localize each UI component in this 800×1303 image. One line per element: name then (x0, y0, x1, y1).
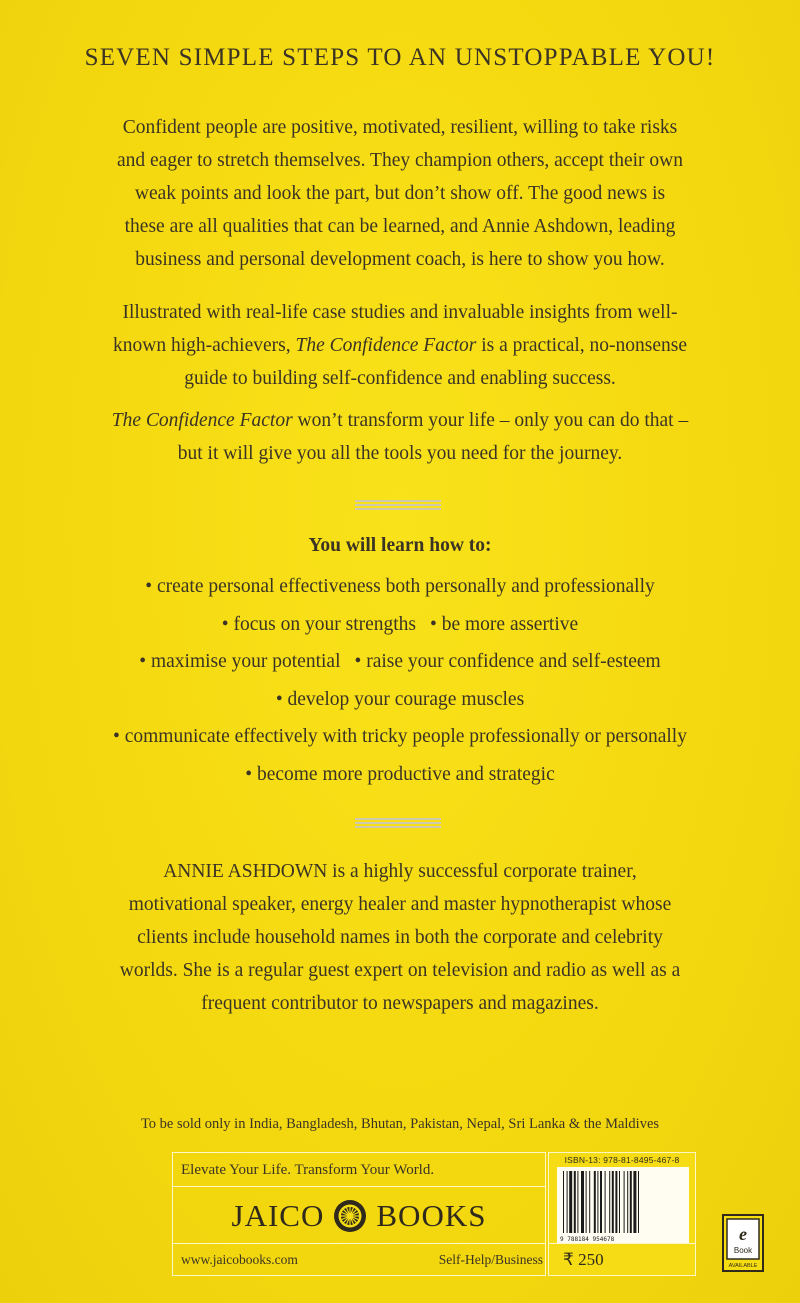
bio-line: ANNIE ASHDOWN is a highly successful corporate trainer, (163, 861, 637, 882)
description-line (60, 329, 740, 362)
publisher-website: www.jaicobooks.com (181, 1252, 298, 1267)
svg-text:9 788184 954678: 9 788184 954678 (560, 1236, 615, 1243)
bullet-item: • communicate effectively with tricky people professionally or personally (113, 726, 687, 747)
closing-line: but it will give you all the tools you need for the journey. (177, 443, 623, 464)
bio-line: motivational speaker, energy healer and master hypnotherapist whose (128, 894, 672, 915)
territory-notice: To be sold only in India, Bangladesh, Bhutan, Pakistan, Nepal, Sri Lanka & the Maldives (140, 1116, 660, 1132)
ebook-available-icon (720, 1212, 766, 1274)
publisher-tagline: Elevate Your Life. Transform Your World. (173, 1153, 545, 1187)
bullet-item: • focus on your strengths (221, 613, 417, 635)
bullet-row (40, 608, 760, 646)
ebook-letter: e (739, 1224, 747, 1244)
section-divider (355, 500, 441, 510)
publisher-logo (173, 1187, 545, 1245)
bullet-row (40, 683, 760, 721)
intro-line: these are all qualities that can be learned, and Annie Ashdown, leading (124, 216, 676, 237)
intro-paragraph (60, 111, 740, 276)
barcode-icon (557, 1167, 689, 1243)
closing-paragraph (60, 404, 740, 470)
intro-line: business and personal development coach, is here to show you how. (135, 249, 665, 270)
learning-points (40, 570, 760, 795)
text-fragment: is a practical, no-nonsense (476, 335, 688, 356)
publisher-panel (172, 1152, 546, 1276)
closing-line (60, 404, 740, 437)
ebook-word: Book (733, 1246, 753, 1255)
publisher-name-left: JAICO (231, 1198, 325, 1233)
ebook-caption: AVAILABLE (728, 1263, 758, 1269)
intro-line: weak points and look the part, but don’t show off. The good news is (134, 183, 666, 204)
text-fragment: won’t transform your life – only you can do that – (292, 410, 689, 431)
intro-line: Confident people are positive, motivated, resilient, willing to take risks (122, 117, 678, 138)
bio-line: frequent contributor to newspapers and magazines. (201, 993, 599, 1014)
book-category: Self-Help/Business (438, 1252, 543, 1267)
bio-line: clients include household names in both the corporate and celebrity (137, 927, 663, 948)
bullet-item: • maximise your potential (139, 651, 341, 672)
bullet-item: • develop your courage muscles (275, 688, 525, 710)
bullet-item: • become more productive and strategic (245, 763, 555, 785)
bullet-row (40, 570, 760, 608)
learn-heading: You will learn how to: (308, 535, 492, 556)
description-line: Illustrated with real-life case studies and invaluable insights from well- (122, 302, 678, 323)
book-title: The Confidence Factor (111, 410, 293, 431)
book-title: The Confidence Factor (295, 335, 477, 356)
bullet-row (40, 758, 760, 796)
bullet-item: • raise your confidence and self-esteem (354, 651, 661, 672)
description-paragraph (60, 296, 740, 395)
isbn-number: ISBN-13: 978-81-8495-467-8 (564, 1155, 680, 1165)
bullet-item: • be more assertive (430, 613, 579, 635)
isbn-panel (548, 1152, 696, 1276)
description-line: guide to building self-confidence and enabling success. (184, 368, 616, 389)
bullet-row (40, 645, 760, 683)
bullet-item: • create personal effectiveness both personally and professionally (145, 576, 655, 597)
sun-emblem-icon (333, 1199, 367, 1233)
publisher-name-right: BOOKS (376, 1198, 487, 1233)
price-label: ₹ 250 (549, 1243, 695, 1275)
author-bio (60, 855, 740, 1020)
bullet-row (40, 720, 760, 758)
intro-line: and eager to stretch themselves. They champion others, accept their own (116, 150, 684, 171)
cover-heading: SEVEN SIMPLE STEPS TO AN UNSTOPPABLE YOU! (84, 44, 716, 71)
section-divider (355, 818, 441, 828)
bio-line: worlds. She is a regular guest expert on television and radio as well as a (119, 960, 681, 981)
publisher-footer (173, 1243, 545, 1275)
text-fragment: known high-achievers, (112, 335, 296, 356)
